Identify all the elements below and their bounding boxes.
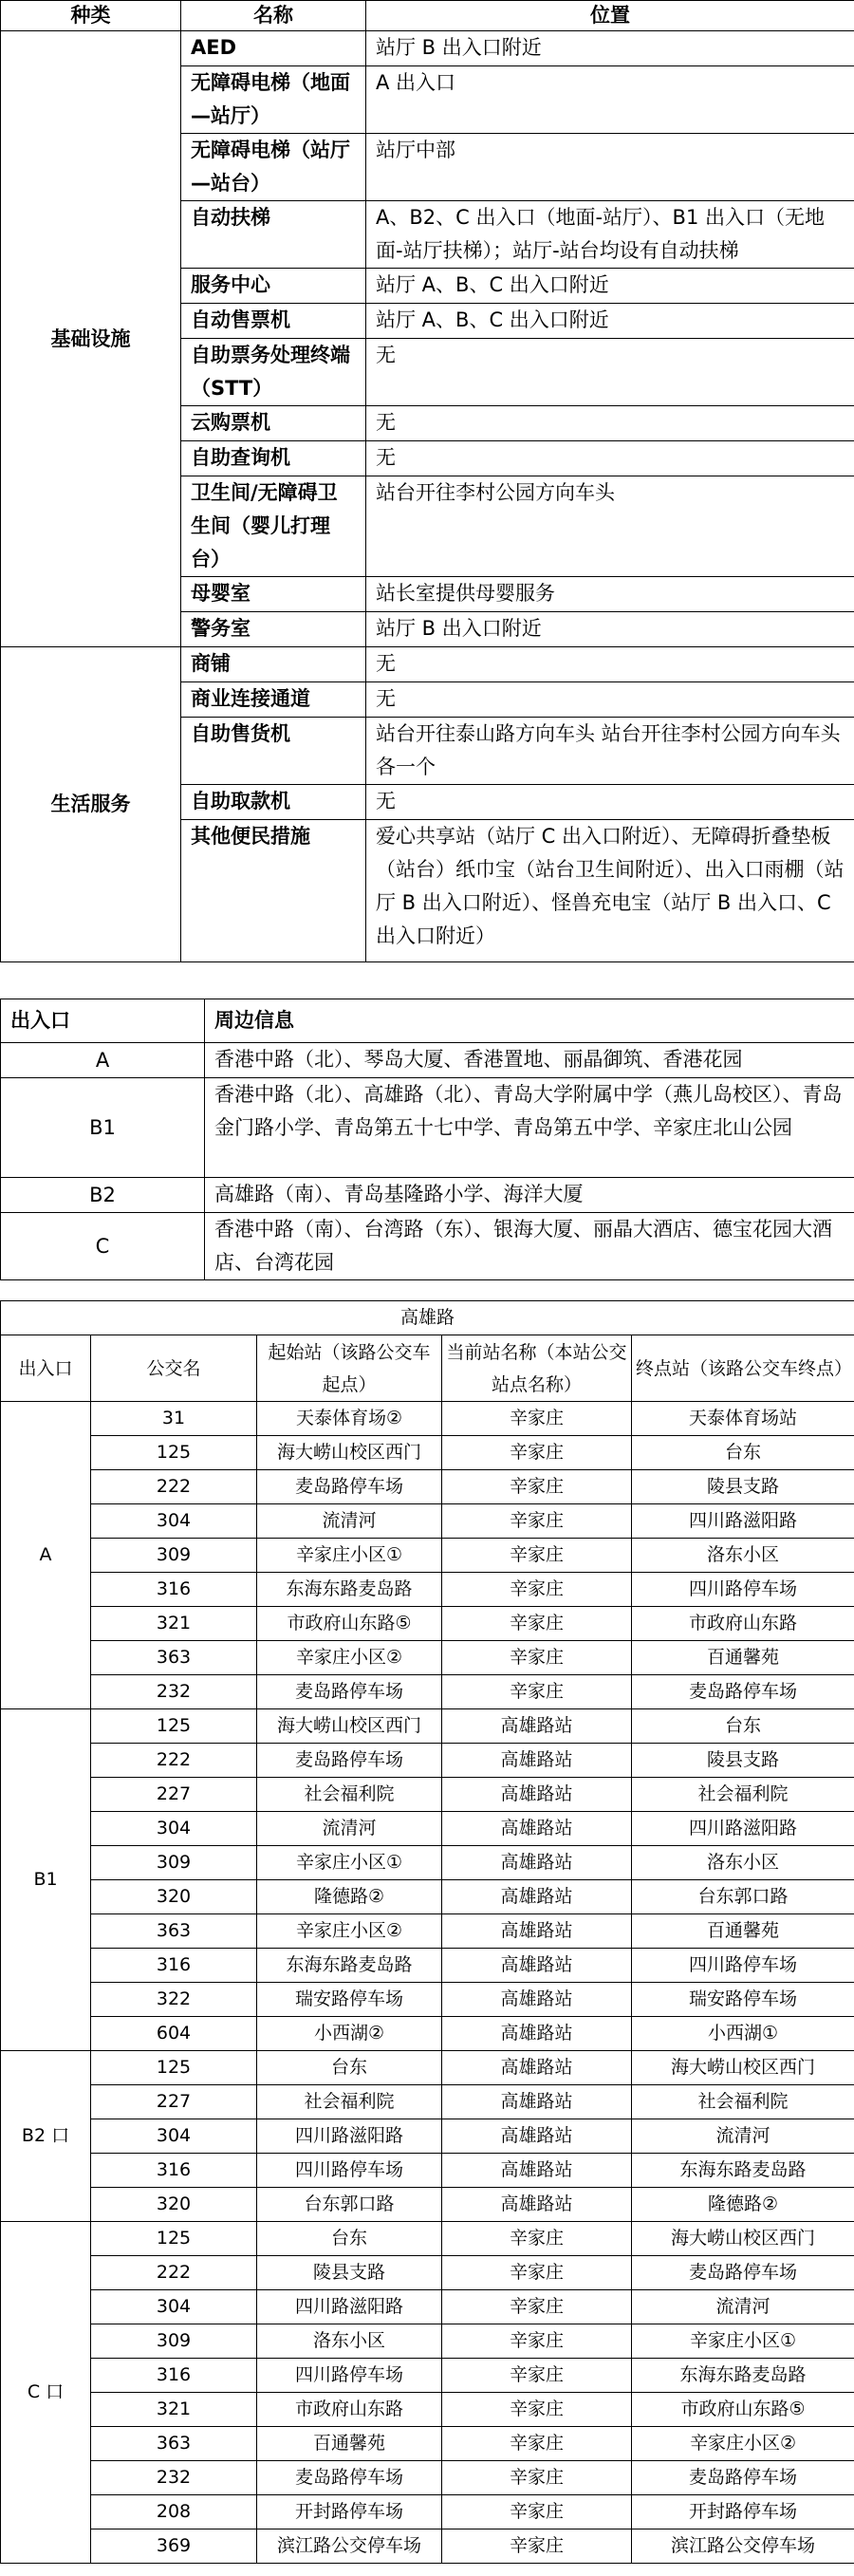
bus-route: 321	[91, 1607, 257, 1641]
facility-row	[1, 647, 854, 682]
surroundings-table	[0, 999, 854, 1280]
facility-location: 无	[366, 647, 854, 682]
bus-start: 社会福利院	[257, 2085, 442, 2119]
bus-start: 辛家庄小区①	[257, 1846, 442, 1880]
bus-end: 隆德路②	[632, 2188, 854, 2222]
bus-current: 辛家庄	[442, 1504, 632, 1539]
facility-name: 其他便民措施	[181, 820, 366, 962]
facility-location: A 出入口	[366, 66, 854, 134]
bus-start: 海大崂山校区西门	[257, 1709, 442, 1744]
bus-row	[1, 1573, 854, 1607]
bus-current: 辛家庄	[442, 2427, 632, 2461]
bus-row	[1, 2051, 854, 2085]
surroundings-info: 香港中路（南）、台湾路（东）、银海大厦、丽晶大酒店、德宝花园大酒店、台湾花园	[205, 1213, 854, 1280]
bus-start: 四川路停车场	[257, 2359, 442, 2393]
bus-end: 开封路停车场	[632, 2495, 854, 2529]
bus-start: 瑞安路停车场	[257, 1983, 442, 2017]
facility-name: 商业连接通道	[181, 682, 366, 718]
facility-name: 自助取款机	[181, 785, 366, 820]
bus-row	[1, 1949, 854, 1983]
bus-current: 辛家庄	[442, 2290, 632, 2324]
bus-route: 363	[91, 1641, 257, 1675]
bus-end: 海大崂山校区西门	[632, 2051, 854, 2085]
facilities-table	[0, 0, 854, 962]
bus-current: 辛家庄	[442, 1675, 632, 1709]
bus-current: 高雄路站	[442, 1812, 632, 1846]
bus-route: 309	[91, 2324, 257, 2359]
bus-row	[1, 1812, 854, 1846]
bus-row	[1, 1607, 854, 1641]
bus-start: 洛东小区	[257, 2324, 442, 2359]
facility-name: 自动售票机	[181, 304, 366, 339]
bus-route: 125	[91, 1709, 257, 1744]
bus-end: 陵县支路	[632, 1470, 854, 1504]
facility-location: 站长室提供母婴服务	[366, 577, 854, 612]
bus-row	[1, 2427, 854, 2461]
bus-current: 高雄路站	[442, 1709, 632, 1744]
bus-end: 东海东路麦岛路	[632, 2154, 854, 2188]
bus-end: 四川路停车场	[632, 1949, 854, 1983]
facility-category: 基础设施	[1, 31, 181, 647]
bus-start: 市政府山东路	[257, 2393, 442, 2427]
facility-location: 无	[366, 339, 854, 406]
facility-name: 自助售货机	[181, 718, 366, 785]
facility-location: 站台开往李村公园方向车头	[366, 476, 854, 577]
bus-row	[1, 2461, 854, 2495]
bus-title: 高雄路	[1, 1301, 854, 1335]
header-name: 名称	[181, 1, 366, 31]
facility-location: 站厅 A、B、C 出入口附近	[366, 269, 854, 304]
bus-header-end: 终点站（该路公交车终点）	[632, 1335, 854, 1402]
bus-start: 辛家庄小区②	[257, 1641, 442, 1675]
bus-route: 227	[91, 2085, 257, 2119]
bus-exit: A	[1, 1402, 91, 1709]
facility-name: 服务中心	[181, 269, 366, 304]
bus-current: 辛家庄	[442, 2222, 632, 2256]
bus-current: 高雄路站	[442, 1846, 632, 1880]
header-exit: 出入口	[1, 999, 205, 1043]
facility-name: AED	[181, 31, 366, 66]
bus-end: 社会福利院	[632, 1778, 854, 1812]
bus-route: 322	[91, 1983, 257, 2017]
header-category: 种类	[1, 1, 181, 31]
facility-category: 生活服务	[1, 647, 181, 962]
bus-route: 125	[91, 2051, 257, 2085]
facility-location: A、B2、C 出入口（地面-站厅）、B1 出入口（无地面-站厅扶梯）；站厅-站台均设有自动扶梯	[366, 201, 854, 269]
bus-row	[1, 2393, 854, 2427]
bus-exit: B2 口	[1, 2051, 91, 2222]
bus-exit: C 口	[1, 2222, 91, 2564]
facilities-header-row	[1, 1, 854, 31]
bus-start: 麦岛路停车场	[257, 1744, 442, 1778]
bus-row	[1, 2324, 854, 2359]
facility-name: 云购票机	[181, 406, 366, 441]
bus-start: 四川路滋阳路	[257, 2290, 442, 2324]
bus-start: 社会福利院	[257, 1778, 442, 1812]
bus-end: 辛家庄小区①	[632, 2324, 854, 2359]
bus-end: 四川路滋阳路	[632, 1812, 854, 1846]
bus-current: 辛家庄	[442, 2461, 632, 2495]
bus-route: 31	[91, 1402, 257, 1436]
surroundings-row	[1, 1213, 854, 1280]
bus-route: 321	[91, 2393, 257, 2427]
bus-route: 232	[91, 1675, 257, 1709]
header-location: 位置	[366, 1, 854, 31]
bus-current: 辛家庄	[442, 1402, 632, 1436]
bus-start: 麦岛路停车场	[257, 2461, 442, 2495]
bus-end: 流清河	[632, 2119, 854, 2154]
surroundings-row	[1, 1078, 854, 1178]
bus-start: 流清河	[257, 1504, 442, 1539]
bus-route: 309	[91, 1539, 257, 1573]
bus-end: 台东	[632, 1436, 854, 1470]
bus-start: 流清河	[257, 1812, 442, 1846]
bus-route: 227	[91, 1778, 257, 1812]
bus-route: 320	[91, 2188, 257, 2222]
bus-row	[1, 2085, 854, 2119]
bus-route: 125	[91, 1436, 257, 1470]
bus-end: 辛家庄小区②	[632, 2427, 854, 2461]
bus-row	[1, 1641, 854, 1675]
bus-start: 市政府山东路⑤	[257, 1607, 442, 1641]
bus-current: 高雄路站	[442, 1949, 632, 1983]
bus-row	[1, 1880, 854, 1914]
bus-current: 高雄路站	[442, 2017, 632, 2051]
bus-end: 市政府山东路⑤	[632, 2393, 854, 2427]
bus-end: 小西湖①	[632, 2017, 854, 2051]
facility-location: 无	[366, 441, 854, 476]
surroundings-row	[1, 1043, 854, 1078]
bus-end: 四川路滋阳路	[632, 1504, 854, 1539]
bus-route: 316	[91, 2154, 257, 2188]
facility-location: 站厅 A、B、C 出入口附近	[366, 304, 854, 339]
bus-current: 高雄路站	[442, 2154, 632, 2188]
bus-route: 316	[91, 1949, 257, 1983]
bus-start: 东海东路麦岛路	[257, 1949, 442, 1983]
bus-row	[1, 1709, 854, 1744]
bus-route: 363	[91, 2427, 257, 2461]
bus-end: 瑞安路停车场	[632, 1983, 854, 2017]
bus-row	[1, 2154, 854, 2188]
bus-current: 辛家庄	[442, 1641, 632, 1675]
bus-exit: B1	[1, 1709, 91, 2051]
bus-end: 洛东小区	[632, 1539, 854, 1573]
surroundings-info: 高雄路（南）、青岛基隆路小学、海洋大厦	[205, 1178, 854, 1213]
facility-location: 站厅 B 出入口附近	[366, 612, 854, 647]
surroundings-exit: C	[1, 1213, 205, 1280]
bus-end: 流清河	[632, 2290, 854, 2324]
facility-location: 无	[366, 785, 854, 820]
bus-row	[1, 2529, 854, 2564]
bus-current: 高雄路站	[442, 1778, 632, 1812]
bus-row	[1, 2188, 854, 2222]
facility-location: 站厅中部	[366, 134, 854, 201]
bus-route: 232	[91, 2461, 257, 2495]
bus-route: 369	[91, 2529, 257, 2564]
facility-name: 自助查询机	[181, 441, 366, 476]
bus-end: 天泰体育场站	[632, 1402, 854, 1436]
bus-row	[1, 1539, 854, 1573]
surroundings-info: 香港中路（北）、高雄路（北）、青岛大学附属中学（燕儿岛校区）、青岛金门路小学、青岛第五十七中学、青岛第五中学、辛家庄北山公园	[205, 1078, 854, 1178]
surroundings-info: 香港中路（北）、琴岛大厦、香港置地、丽晶御筑、香港花园	[205, 1043, 854, 1078]
bus-start: 四川路停车场	[257, 2154, 442, 2188]
bus-route: 222	[91, 2256, 257, 2290]
bus-table	[0, 1300, 854, 2564]
bus-route: 222	[91, 1470, 257, 1504]
bus-route: 320	[91, 1880, 257, 1914]
bus-current: 高雄路站	[442, 1983, 632, 2017]
facility-name: 警务室	[181, 612, 366, 647]
facility-name: 自助票务处理终端（STT）	[181, 339, 366, 406]
bus-route: 316	[91, 1573, 257, 1607]
bus-row	[1, 1470, 854, 1504]
facility-name: 母婴室	[181, 577, 366, 612]
bus-start: 百通馨苑	[257, 2427, 442, 2461]
bus-start: 辛家庄小区②	[257, 1914, 442, 1949]
bus-current: 辛家庄	[442, 2324, 632, 2359]
bus-end: 社会福利院	[632, 2085, 854, 2119]
surroundings-row	[1, 1178, 854, 1213]
bus-current: 高雄路站	[442, 1914, 632, 1949]
facility-name: 卫生间/无障碍卫生间（婴儿打理台）	[181, 476, 366, 577]
bus-row	[1, 1744, 854, 1778]
bus-route: 222	[91, 1744, 257, 1778]
bus-start: 麦岛路停车场	[257, 1675, 442, 1709]
bus-start: 麦岛路停车场	[257, 1470, 442, 1504]
facility-location: 站厅 B 出入口附近	[366, 31, 854, 66]
bus-current: 辛家庄	[442, 1470, 632, 1504]
bus-title-row	[1, 1301, 854, 1335]
bus-current: 高雄路站	[442, 2119, 632, 2154]
bus-start: 台东	[257, 2222, 442, 2256]
bus-row	[1, 2222, 854, 2256]
bus-start: 隆德路②	[257, 1880, 442, 1914]
facility-location: 无	[366, 682, 854, 718]
bus-current: 辛家庄	[442, 2529, 632, 2564]
surroundings-exit: B1	[1, 1078, 205, 1178]
bus-route: 604	[91, 2017, 257, 2051]
bus-route: 304	[91, 2119, 257, 2154]
bus-current: 高雄路站	[442, 2188, 632, 2222]
bus-route: 208	[91, 2495, 257, 2529]
bus-current: 辛家庄	[442, 2359, 632, 2393]
bus-row	[1, 2290, 854, 2324]
bus-end: 麦岛路停车场	[632, 1675, 854, 1709]
bus-row	[1, 1914, 854, 1949]
bus-route: 125	[91, 2222, 257, 2256]
facility-location: 站台开往泰山路方向车头 站台开往李村公园方向车头各一个	[366, 718, 854, 785]
bus-route: 304	[91, 1812, 257, 1846]
bus-end: 海大崂山校区西门	[632, 2222, 854, 2256]
bus-row	[1, 2119, 854, 2154]
bus-start: 开封路停车场	[257, 2495, 442, 2529]
bus-end: 东海东路麦岛路	[632, 2359, 854, 2393]
bus-end: 台东郭口路	[632, 1880, 854, 1914]
bus-row	[1, 2256, 854, 2290]
facility-location: 无	[366, 406, 854, 441]
bus-current: 辛家庄	[442, 1539, 632, 1573]
bus-current: 高雄路站	[442, 2085, 632, 2119]
bus-start: 台东	[257, 2051, 442, 2085]
facility-name: 无障碍电梯（地面—站厅）	[181, 66, 366, 134]
facility-name: 无障碍电梯（站厅—站台）	[181, 134, 366, 201]
bus-start: 天泰体育场②	[257, 1402, 442, 1436]
facility-row	[1, 31, 854, 66]
bus-current: 辛家庄	[442, 2495, 632, 2529]
bus-end: 市政府山东路	[632, 1607, 854, 1641]
bus-current: 辛家庄	[442, 1573, 632, 1607]
bus-start: 小西湖②	[257, 2017, 442, 2051]
header-surroundings: 周边信息	[205, 999, 854, 1043]
bus-row	[1, 1504, 854, 1539]
bus-start: 东海东路麦岛路	[257, 1573, 442, 1607]
bus-end: 麦岛路停车场	[632, 2256, 854, 2290]
bus-start: 辛家庄小区①	[257, 1539, 442, 1573]
bus-header-row	[1, 1335, 854, 1402]
bus-current: 高雄路站	[442, 1744, 632, 1778]
bus-start: 台东郭口路	[257, 2188, 442, 2222]
facility-name: 自动扶梯	[181, 201, 366, 269]
bus-header-exit: 出入口	[1, 1335, 91, 1402]
bus-end: 洛东小区	[632, 1846, 854, 1880]
bus-current: 辛家庄	[442, 1607, 632, 1641]
surroundings-exit: B2	[1, 1178, 205, 1213]
bus-start: 四川路滋阳路	[257, 2119, 442, 2154]
bus-end: 四川路停车场	[632, 1573, 854, 1607]
bus-end: 台东	[632, 1709, 854, 1744]
bus-end: 滨江路公交停车场	[632, 2529, 854, 2564]
bus-header-start: 起始站（该路公交车起点）	[257, 1335, 442, 1402]
bus-header-route: 公交名	[91, 1335, 257, 1402]
bus-route: 309	[91, 1846, 257, 1880]
facility-name: 商铺	[181, 647, 366, 682]
bus-row	[1, 2017, 854, 2051]
bus-start: 海大崂山校区西门	[257, 1436, 442, 1470]
bus-end: 麦岛路停车场	[632, 2461, 854, 2495]
bus-row	[1, 1436, 854, 1470]
bus-row	[1, 1402, 854, 1436]
facility-location: 爱心共享站（站厅 C 出入口附近）、无障碍折叠垫板（站台）纸巾宝（站台卫生间附近）、出入口雨棚（站厅 B 出入口附近）、怪兽充电宝（站厅 B 出入口、C 出入口附近）	[366, 820, 854, 962]
bus-current: 辛家庄	[442, 2256, 632, 2290]
bus-current: 高雄路站	[442, 2051, 632, 2085]
surroundings-exit: A	[1, 1043, 205, 1078]
bus-header-current: 当前站名称（本站公交站点名称）	[442, 1335, 632, 1402]
bus-route: 304	[91, 2290, 257, 2324]
bus-end: 百通馨苑	[632, 1914, 854, 1949]
bus-row	[1, 1675, 854, 1709]
bus-end: 百通馨苑	[632, 1641, 854, 1675]
bus-current: 辛家庄	[442, 1436, 632, 1470]
bus-row	[1, 1846, 854, 1880]
bus-end: 陵县支路	[632, 1744, 854, 1778]
bus-row	[1, 1778, 854, 1812]
bus-row	[1, 1983, 854, 2017]
bus-start: 滨江路公交停车场	[257, 2529, 442, 2564]
bus-route: 316	[91, 2359, 257, 2393]
bus-start: 陵县支路	[257, 2256, 442, 2290]
bus-row	[1, 2495, 854, 2529]
bus-route: 304	[91, 1504, 257, 1539]
surroundings-header-row	[1, 999, 854, 1043]
bus-route: 363	[91, 1914, 257, 1949]
bus-row	[1, 2359, 854, 2393]
bus-current: 辛家庄	[442, 2393, 632, 2427]
bus-current: 高雄路站	[442, 1880, 632, 1914]
